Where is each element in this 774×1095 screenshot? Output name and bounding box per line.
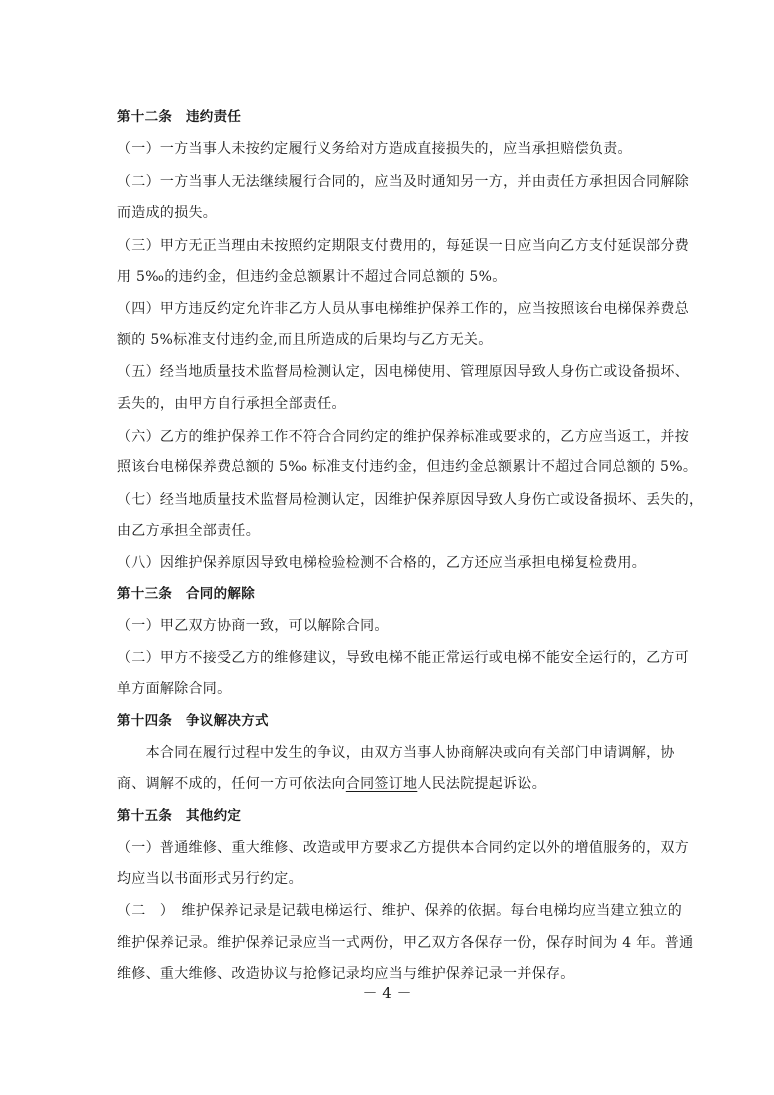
article-12-clause-4-line-1: （四）甲方违反约定允许非乙方人员从事电梯维护保养工作的，应当按照该台电梯保养费总 <box>117 301 689 317</box>
signing-place-underlined: 合同签订地 <box>345 776 418 792</box>
article-15-clause-2-line-1: （二 ） 维护保养记录是记载电梯运行、维护、保养的依据。每台电梯均应当建立独立的 <box>117 903 682 919</box>
page-number: － 4 － <box>362 984 412 1002</box>
article-12-heading: 第十二条 违约责任 <box>117 109 242 125</box>
article-12-clause-2-line-2: 而造成的损失。 <box>117 205 218 221</box>
article-12-clause-5-line-2: 丢失的，由甲方自行承担全部责任。 <box>117 396 346 412</box>
article-12-clause-2-line-1: （二）一方当事人无法继续履行合同的，应当及时通知另一方，并由责任方承担因合同解除 <box>117 174 689 190</box>
article-14-heading: 第十四条 争议解决方式 <box>117 713 269 729</box>
article-13-clause-2-line-2: 单方面解除合同。 <box>117 681 232 697</box>
article-14-paragraph-line-1: 本合同在履行过程中发生的争议，由双方当事人协商解决或向有关部门申请调解，协 <box>117 745 675 761</box>
article-13-clause-1: （一）甲乙双方协商一致，可以解除合同。 <box>117 618 389 634</box>
article-14-text-end: 人民法院提起诉讼。 <box>417 776 547 792</box>
article-12-clause-7-line-1: （七）经当地质量技术监督局检测认定，因维护保养原因导致人身伤亡或设备损坏、丢失的， <box>117 492 704 508</box>
article-15-clause-2-line-2: 维护保养记录。维护保养记录应当一式两份，甲乙双方各保存一份，保存时间为 4 年。普通 <box>117 935 694 951</box>
article-12-clause-5-line-1: （五）经当地质量技术监督局检测认定，因电梯使用、管理原因导致人身伤亡或设备损坏、 <box>117 364 689 380</box>
article-12-clause-4-line-2: 额的 5%标准支付违约金,而且所造成的后果均与乙方无关。 <box>117 332 493 348</box>
article-12-clause-8: （八）因维护保养原因导致电梯检验检测不合格的，乙方还应当承担电梯复检费用。 <box>117 555 647 571</box>
article-15-clause-2-line-3: 维修、重大维修、改造协议与抢修记录均应当与维护保养记录一并保存。 <box>117 966 575 982</box>
article-12-clause-3-line-1: （三）甲方无正当理由未按照约定期限支付费用的，每延误一日应当向乙方支付延误部分费 <box>117 238 689 254</box>
article-14-text: 商、调解不成的，任何一方可依法向 <box>117 776 346 792</box>
article-12-clause-7-line-2: 由乙方承担全部责任。 <box>117 523 260 539</box>
article-14-paragraph-line-2 <box>117 774 546 794</box>
article-13-clause-2-line-1: （二）甲方不接受乙方的维修建议，导致电梯不能正常运行或电梯不能安全运行的，乙方可 <box>117 650 689 666</box>
article-15-heading: 第十五条 其他约定 <box>117 808 242 824</box>
article-15-clause-1-line-2: 均应当以书面形式另行约定。 <box>117 871 303 887</box>
article-12-clause-6-line-1: （六）乙方的维护保养工作不符合合同约定的维护保养标准或要求的，乙方应当返工，并按 <box>117 429 689 445</box>
article-12-clause-6-line-2: 照该台电梯保养费总额的 5‰ 标准支付违约金，但违约金总额累计不超过合同总额的 5%。 <box>117 459 698 475</box>
article-12-clause-3-line-2: 用 5‰的违约金，但违约金总额累计不超过合同总额的 5%。 <box>117 269 507 285</box>
article-13-heading: 第十三条 合同的解除 <box>117 586 255 602</box>
article-12-clause-1: （一）一方当事人未按约定履行义务给对方造成直接损失的，应当承担赔偿负责。 <box>117 141 632 157</box>
article-15-clause-1-line-1: （一）普通维修、重大维修、改造或甲方要求乙方提供本合同约定以外的增值服务的，双方 <box>117 840 689 856</box>
